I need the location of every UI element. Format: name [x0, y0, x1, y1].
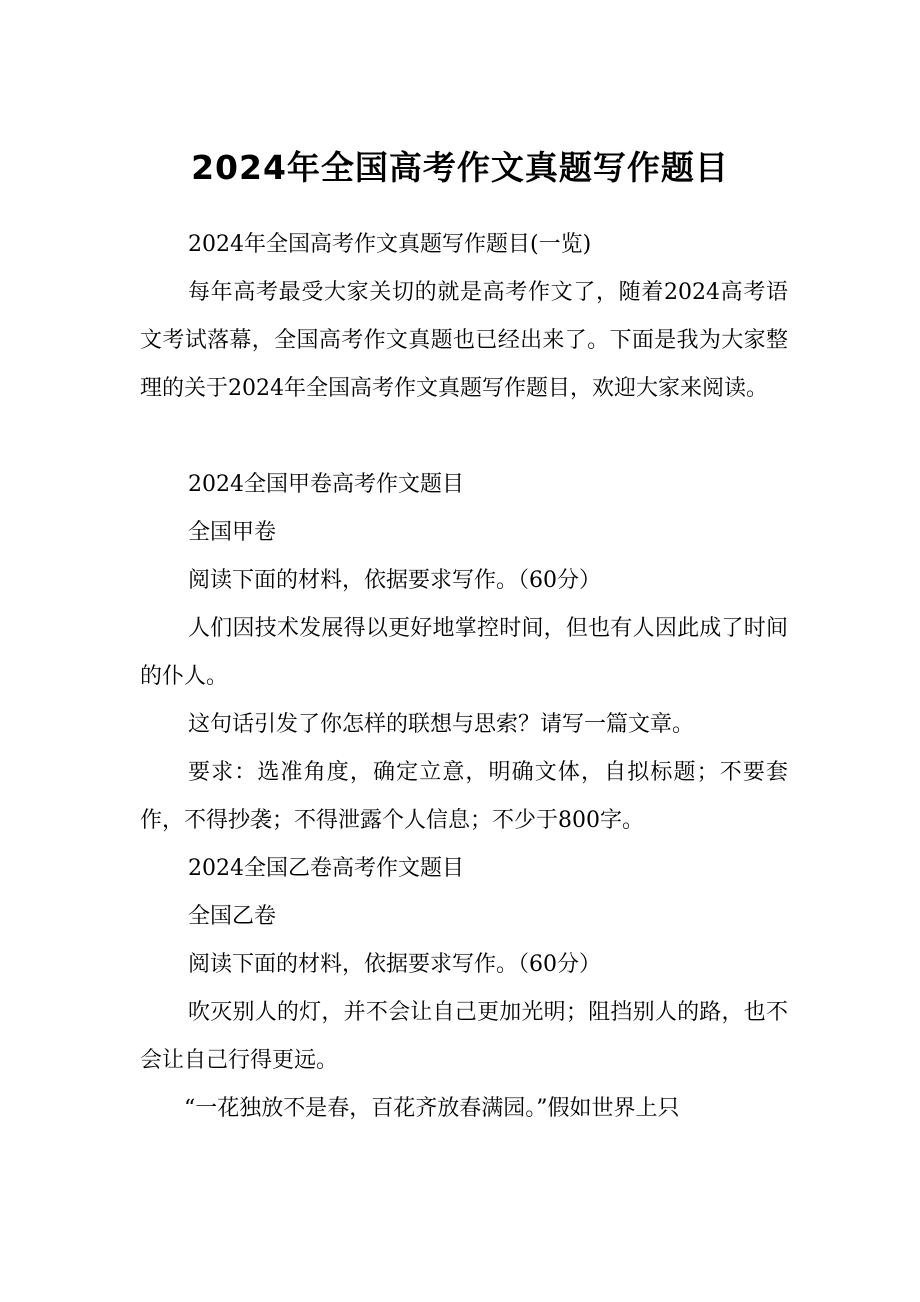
section-label-jia: 全国甲卷: [188, 520, 277, 545]
section-label-yi: 全国乙卷: [188, 904, 277, 929]
document-title: 2024年全国高考作文真题写作题目: [191, 148, 729, 187]
material-jia: 人们因技术发展得以更好地掌控时间，但也有人因此成了时间的仆人。: [140, 616, 788, 689]
instruction-yi: 阅读下面的材料，依据要求写作。（60分）: [188, 952, 601, 977]
paragraph-spacer: [140, 413, 788, 461]
document-body: [140, 221, 788, 1133]
requirements-jia: 要求：选准角度，确定立意，明确文体，自拟标题；不要套作，不得抄袭；不得泄露个人信息；不少于800字。: [140, 760, 788, 833]
quote-yi: “一花独放不是春，百花齐放春满园。”假如世界上只: [184, 1096, 680, 1121]
instruction-jia: 阅读下面的材料，依据要求写作。（60分）: [188, 568, 601, 593]
section-heading-jia: 2024全国甲卷高考作文题目: [188, 472, 464, 497]
section-heading-yi: 2024全国乙卷高考作文题目: [188, 856, 464, 881]
material-yi: 吹灭别人的灯，并不会让自己更加光明；阻挡别人的路，也不会让自己行得更远。: [140, 1000, 788, 1073]
paragraph-intro: 每年高考最受大家关切的就是高考作文了，随着2024高考语文考试落幕，全国高考作文真题也已经出来了。下面是我为大家整理的关于2024年全国高考作文真题写作题目，欢迎大家来阅读。: [140, 280, 788, 401]
prompt-jia: 这句话引发了你怎样的联想与思索？请写一篇文章。: [188, 712, 695, 737]
paragraph-subtitle: 2024年全国高考作文真题写作题目(一览): [188, 232, 592, 257]
